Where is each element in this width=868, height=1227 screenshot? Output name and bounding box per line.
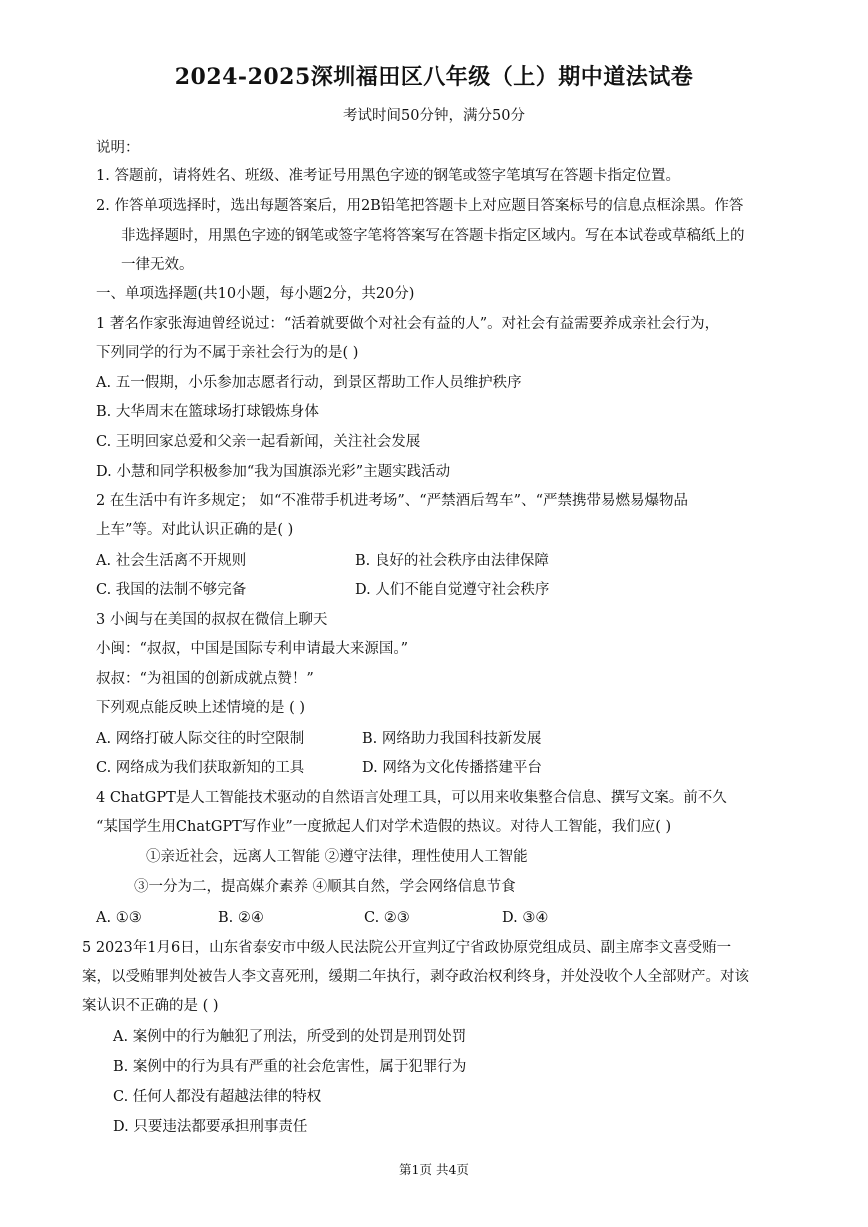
- question-3-stem-line-3: 叔叔：“为祖国的创新成就点赞！”: [96, 671, 314, 687]
- question-3-option-a: A. 网络打破人际交往的时空限制: [96, 731, 305, 747]
- question-5-option-a: A. 案例中的行为触犯了刑法，所受到的处罚是刑罚处罚: [113, 1029, 467, 1045]
- question-3-option-b: B. 网络助力我国科技新发展: [362, 731, 542, 747]
- question-5-stem-line-1: 5 2023年1月6日，山东省泰安市中级人民法院公开宣判辽宁省政协原党组成员、副主席李文喜受贿一: [82, 940, 732, 956]
- question-4-option-b: B. ②④: [218, 910, 264, 926]
- question-3-option-c: C. 网络成为我们获取新知的工具: [96, 760, 305, 776]
- question-3-stem-line-1: 3 小闽与在美国的叔叔在微信上聊天: [96, 612, 328, 628]
- question-4-stem-line-2: “某国学生用ChatGPT写作业”一度掀起人们对学术造假的热议。对待人工智能，我们应( ): [96, 819, 672, 835]
- exam-time-subtitle: 考试时间50分钟，满分50分: [343, 108, 525, 124]
- instruction-item-1: 1. 答题前，请将姓名、班级、准考证号用黑色字迹的钢笔或签字笔填写在答题卡指定位置。: [96, 168, 680, 184]
- instruction-item-2-line-3: 一律无效。: [121, 257, 194, 273]
- instructions-label: 说明：: [96, 140, 140, 156]
- question-2-option-d: D. 人们不能自觉遵守社会秩序: [355, 582, 550, 598]
- question-1-option-a: A. 五一假期，小乐参加志愿者行动，到景区帮助工作人员维护秩序: [96, 375, 522, 391]
- question-1-option-d: D. 小慧和同学积极参加“我为国旗添光彩”主题实践活动: [96, 464, 451, 480]
- question-5-stem-line-3: 案认识不正确的是 ( ): [82, 998, 219, 1014]
- instruction-item-2-line-2: 非选择题时，用黑色字迹的钢笔或签字笔将答案写在答题卡指定区域内。写在本试卷或草稿纸上的: [121, 228, 745, 244]
- question-5-stem-line-2: 案，以受贿罪判处被告人李文喜死刑，缓期二年执行，剥夺政治权利终身，并处没收个人全部财产。对该: [82, 969, 749, 985]
- question-5-option-d: D. 只要违法都要承担刑事责任: [113, 1119, 308, 1135]
- page-number: 第1页 共4页: [399, 1162, 469, 1177]
- question-4-option-a: A. ①③: [96, 910, 142, 926]
- question-2-stem-line-2: 上车”等。对此认识正确的是( ): [96, 522, 294, 538]
- section-heading: 一、单项选择题(共10小题，每小题2分，共20分): [96, 286, 415, 302]
- question-2-option-a: A. 社会生活离不开规则: [96, 553, 247, 569]
- question-3-option-d: D. 网络为文化传播搭建平台: [362, 760, 542, 776]
- page-title: 2024-2025深圳福田区八年级（上）期中道法试卷: [174, 64, 694, 90]
- question-3-stem-line-2: 小闽：“叔叔，中国是国际专利申请最大来源国。”: [96, 641, 409, 657]
- question-4-statements-line-2: ③一分为二，提高媒介素养 ④顺其自然，学会网络信息节食: [134, 879, 516, 895]
- question-5-option-b: B. 案例中的行为具有严重的社会危害性，属于犯罪行为: [113, 1059, 467, 1075]
- question-3-stem-line-4: 下列观点能反映上述情境的是 ( ): [96, 700, 306, 716]
- question-2-option-c: C. 我国的法制不够完备: [96, 582, 247, 598]
- question-4-stem-line-1: 4 ChatGPT是人工智能技术驱动的自然语言处理工具，可以用来收集整合信息、撰写文案。前不久: [96, 790, 727, 806]
- question-4-statements-line-1: ①亲近社会，远离人工智能 ②遵守法律，理性使用人工智能: [146, 849, 528, 865]
- question-1-option-b: B. 大华周末在篮球场打球锻炼身体: [96, 404, 319, 420]
- instruction-item-2-line-1: 2. 作答单项选择时，选出每题答案后，用2B铅笔把答题卡上对应题目答案标号的信息点框涂黑。作答: [96, 198, 744, 214]
- question-4-option-d: D. ③④: [502, 910, 549, 926]
- question-2-stem-line-1: 2 在生活中有许多规定； 如“不准带手机进考场”、“严禁酒后驾车”、“严禁携带易燃易爆物品: [96, 493, 689, 509]
- question-5-option-c: C. 任何人都没有超越法律的特权: [113, 1089, 322, 1105]
- question-4-option-c: C. ②③: [364, 910, 410, 926]
- question-1-stem-line-1: 1 著名作家张海迪曾经说过：“活着就要做个对社会有益的人”。对社会有益需要养成亲社会行为，: [96, 316, 720, 332]
- question-2-option-b: B. 良好的社会秩序由法律保障: [355, 553, 549, 569]
- question-1-option-c: C. 王明回家总爱和父亲一起看新闻，关注社会发展: [96, 434, 421, 450]
- question-1-stem-line-2: 下列同学的行为不属于亲社会行为的是( ): [96, 345, 359, 361]
